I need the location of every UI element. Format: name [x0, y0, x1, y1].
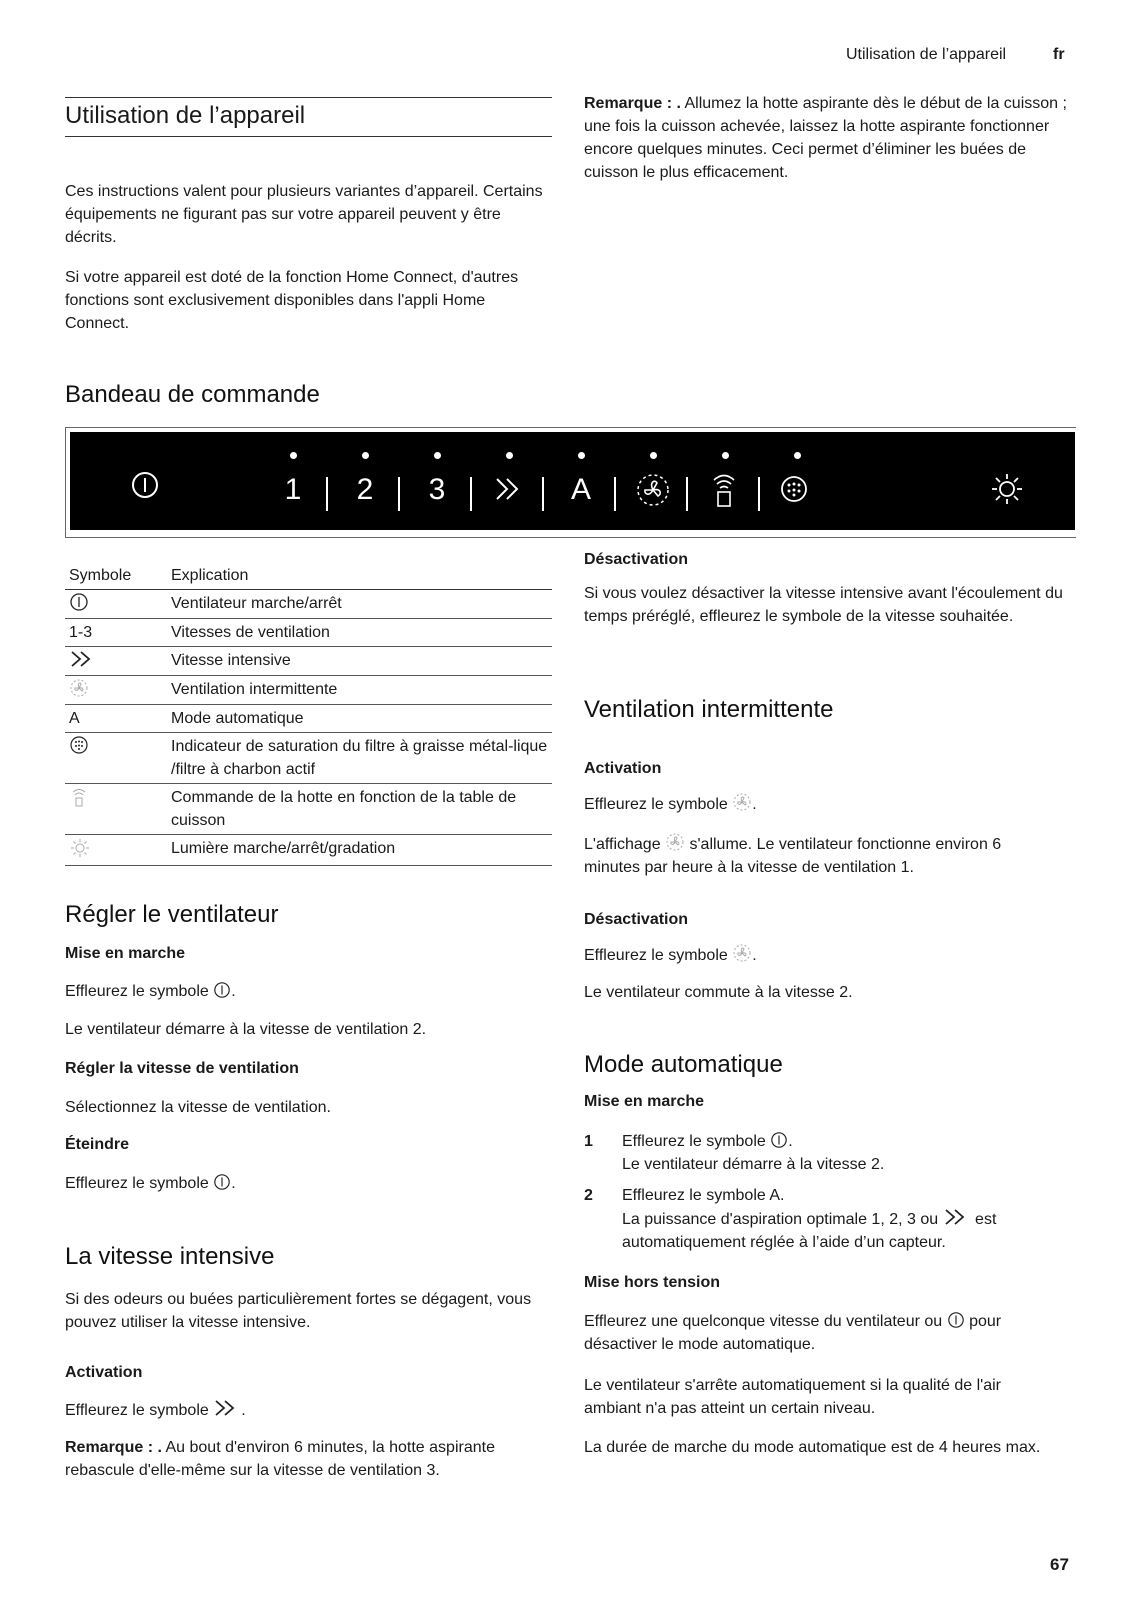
- intensive-activation-text: Effleurez le symbole .: [65, 1398, 545, 1422]
- intensive-activation-title: Activation: [65, 1364, 143, 1381]
- symbol-table: [65, 567, 552, 866]
- page-number: 67: [1050, 1555, 1069, 1574]
- intensive-icon: [213, 1398, 241, 1418]
- auto-on-title: Mise en marche: [584, 1093, 705, 1110]
- separator: [326, 477, 328, 511]
- indicator-dot: [650, 452, 657, 459]
- instruction-text: Effleurez le symbole: [584, 796, 733, 813]
- fan-on-title: Mise en marche: [65, 945, 186, 962]
- indicator-dot: [794, 452, 801, 459]
- table-row: [65, 590, 552, 619]
- auto-paragraph-2: Le ventilateur s'arrête automatiquement si la qualité de l'air ambiant n'a pas atteint un certain niveau.: [584, 1377, 1002, 1417]
- instruction-text: Effleurez le symbole: [65, 1402, 214, 1419]
- col-explanation-header: Explication: [167, 567, 552, 590]
- speed-2-button[interactable]: 2: [356, 473, 374, 506]
- interval-fan-icon[interactable]: [635, 472, 671, 508]
- fan-speed-text: Sélectionnez la vitesse de ventilation.: [65, 1099, 331, 1116]
- intensive-section-title: La vitesse intensive: [65, 1243, 275, 1270]
- step-result: La puissance d'aspiration optimale 1, 2, 3 ou: [622, 1211, 943, 1228]
- step-number: 1: [584, 1133, 593, 1150]
- fan-section-title: Régler le ventilateur: [65, 901, 279, 928]
- intensive-deactivation-title: Désactivation: [584, 551, 689, 568]
- auto-off-title: Mise hors tension: [584, 1274, 721, 1291]
- remark-text: Au bout d'environ 6 minutes, la hotte aspirante rebascule d'elle-même sur la vitesse de ventilation 3.: [65, 1439, 495, 1479]
- table-row: [65, 784, 552, 835]
- interval-activation-title: Activation: [584, 760, 662, 777]
- indicator-dot: [578, 452, 585, 459]
- intensive-remark: [65, 1436, 545, 1482]
- control-panel: [70, 432, 1075, 530]
- filter-icon[interactable]: [778, 474, 810, 510]
- off-text-start: Effleurez une quelconque vitesse du ventilateur ou: [584, 1313, 947, 1330]
- interval-activation-text: Effleurez le symbole .: [584, 792, 1074, 816]
- step-text: Effleurez le symbole: [622, 1133, 771, 1150]
- indicator-dot: [722, 452, 729, 459]
- table-row: [65, 647, 552, 676]
- usage-title-box: [65, 97, 552, 137]
- remark-label: Remarque : .: [584, 95, 681, 112]
- interval-fan-icon: [732, 943, 752, 963]
- off-text-end: pour désactiver le mode automatique.: [584, 1313, 1002, 1353]
- power-icon: [947, 1311, 965, 1329]
- separator: [614, 477, 616, 511]
- table-row: [65, 705, 552, 733]
- fan-off-text: Effleurez le symbole .: [65, 1175, 236, 1192]
- separator: [758, 477, 760, 511]
- auto-off-text: [584, 1310, 1074, 1356]
- interval-fan-icon: [69, 678, 89, 698]
- row-text: Ventilateur marche/arrêt: [167, 590, 552, 619]
- row-symbol: 1-3: [65, 619, 167, 647]
- speed-3-button[interactable]: 3: [428, 473, 446, 506]
- table-row: [65, 733, 552, 784]
- auto-steps: [584, 1130, 1074, 1262]
- language-code: fr: [1053, 46, 1065, 63]
- row-text: Vitesses de ventilation: [167, 619, 552, 647]
- table-header-row: [65, 567, 552, 590]
- light-icon: [69, 837, 91, 859]
- remark-text: Allumez la hotte aspirante dès le début de la cuisson ; une fois la cuisson achevée, laissez la hotte aspirante fonctionner encore quelques minutes. Ceci permet d’éliminer les buées de cuisson le plus efficacement.: [584, 95, 1067, 181]
- list-item: 2 Effleurez le symbole A. La puissance d'aspiration optimale 1, 2, 3 ou est automatiquement réglée à l’aide d’un capteur.: [584, 1184, 1074, 1254]
- intensive-icon: [69, 649, 97, 669]
- auto-symbol: A: [769, 1187, 781, 1204]
- list-item: 1 Effleurez le symbole . Le ventilateur démarre à la vitesse 2.: [584, 1130, 1074, 1176]
- hob-link-icon: [69, 786, 89, 808]
- power-icon: [770, 1131, 788, 1149]
- interval-display-text: [584, 832, 1044, 879]
- interval-deactivation-title: Désactivation: [584, 911, 689, 928]
- intensive-deactivation-text: Si vous voulez désactiver la vitesse intensive avant l'écoulement du temps préréglé, effleurez le symbole de la vitesse souhaitée.: [584, 585, 1063, 625]
- instruction-text: Effleurez le symbole: [584, 947, 733, 964]
- interval-deactivation-text: Effleurez le symbole .: [584, 943, 1074, 967]
- fan-on-result: Le ventilateur démarre à la vitesse de ventilation 2.: [65, 1021, 427, 1038]
- fan-on-text: Effleurez le symbole .: [65, 983, 236, 1000]
- running-header: Utilisation de l’appareil: [846, 46, 1007, 63]
- interval-deactivation-result: Le ventilateur commute à la vitesse 2.: [584, 984, 853, 1001]
- table-row: [65, 619, 552, 647]
- instruction-text: Effleurez le symbole: [65, 983, 214, 1000]
- usage-paragraph-1: Ces instructions valent pour plusieurs variantes d’appareil. Certains équipements ne figurant pas sur votre appareil peuvent y être décrits.: [65, 183, 543, 246]
- control-panel-title: Bandeau de commande: [65, 381, 320, 408]
- indicator-dot: [434, 452, 441, 459]
- intensive-icon: [943, 1207, 971, 1227]
- separator: [542, 477, 544, 511]
- separator: [398, 477, 400, 511]
- speed-1-button[interactable]: 1: [284, 473, 302, 506]
- intensive-intro: Si des odeurs ou buées particulièrement fortes se dégagent, vous pouvez utiliser la vitesse intensive.: [65, 1291, 532, 1331]
- hob-link-icon[interactable]: [706, 470, 742, 506]
- auto-paragraph-3: La durée de marche du mode automatique est de 4 heures max.: [584, 1439, 1041, 1456]
- intensive-icon[interactable]: [492, 474, 526, 510]
- row-text: Indicateur de saturation du filtre à graisse métal-lique /filtre à charbon actif: [167, 733, 552, 784]
- table-row: [65, 835, 552, 866]
- row-text: Commande de la hotte en fonction de la table de cuisson: [167, 784, 552, 835]
- display-text-start: L'affichage: [584, 836, 666, 853]
- usage-remark: [584, 92, 1074, 184]
- interval-section-title: Ventilation intermittente: [584, 696, 834, 723]
- power-icon: [213, 1173, 231, 1191]
- row-text: Ventilation intermittente: [167, 676, 552, 705]
- row-symbol: A: [65, 705, 167, 733]
- fan-off-title: Éteindre: [65, 1136, 130, 1153]
- step-result-end: est automatiquement réglée à l’aide d’un capteur.: [622, 1211, 997, 1251]
- power-icon: [213, 981, 231, 999]
- separator: [470, 477, 472, 511]
- filter-icon: [69, 735, 89, 755]
- table-row: [65, 676, 552, 705]
- auto-section-title: Mode automatique: [584, 1051, 783, 1078]
- power-icon: [69, 592, 89, 612]
- display-text-end: s'allume. Le ventilateur fonctionne environ 6 minutes par heure à la vitesse de ventilation 1.: [584, 836, 1002, 876]
- col-symbol-header: Symbole: [65, 567, 167, 590]
- indicator-dot: [506, 452, 513, 459]
- usage-title: Utilisation de l’appareil: [65, 102, 306, 129]
- instruction-text: Effleurez le symbole: [65, 1175, 214, 1192]
- power-icon[interactable]: [130, 470, 160, 506]
- row-text: Vitesse intensive: [167, 647, 552, 676]
- fan-speed-title: Régler la vitesse de ventilation: [65, 1060, 299, 1077]
- step-number: 2: [584, 1187, 593, 1204]
- row-text: Mode automatique: [167, 705, 552, 733]
- interval-fan-icon: [732, 792, 752, 812]
- step-text: Effleurez le symbole: [622, 1187, 770, 1204]
- auto-mode-button[interactable]: A: [570, 473, 591, 506]
- row-text: Lumière marche/arrêt/gradation: [167, 835, 552, 866]
- light-icon[interactable]: [990, 472, 1024, 508]
- usage-paragraph-2: Si votre appareil est doté de la fonction Home Connect, d'autres fonctions sont exclusivement disponibles dans l'appli Home Connect.: [65, 269, 519, 332]
- indicator-dot: [362, 452, 369, 459]
- interval-fan-icon: [665, 832, 685, 852]
- indicator-dot: [290, 452, 297, 459]
- remark-label: Remarque : .: [65, 1439, 162, 1456]
- separator: [686, 477, 688, 511]
- step-result: Le ventilateur démarre à la vitesse 2.: [622, 1156, 885, 1173]
